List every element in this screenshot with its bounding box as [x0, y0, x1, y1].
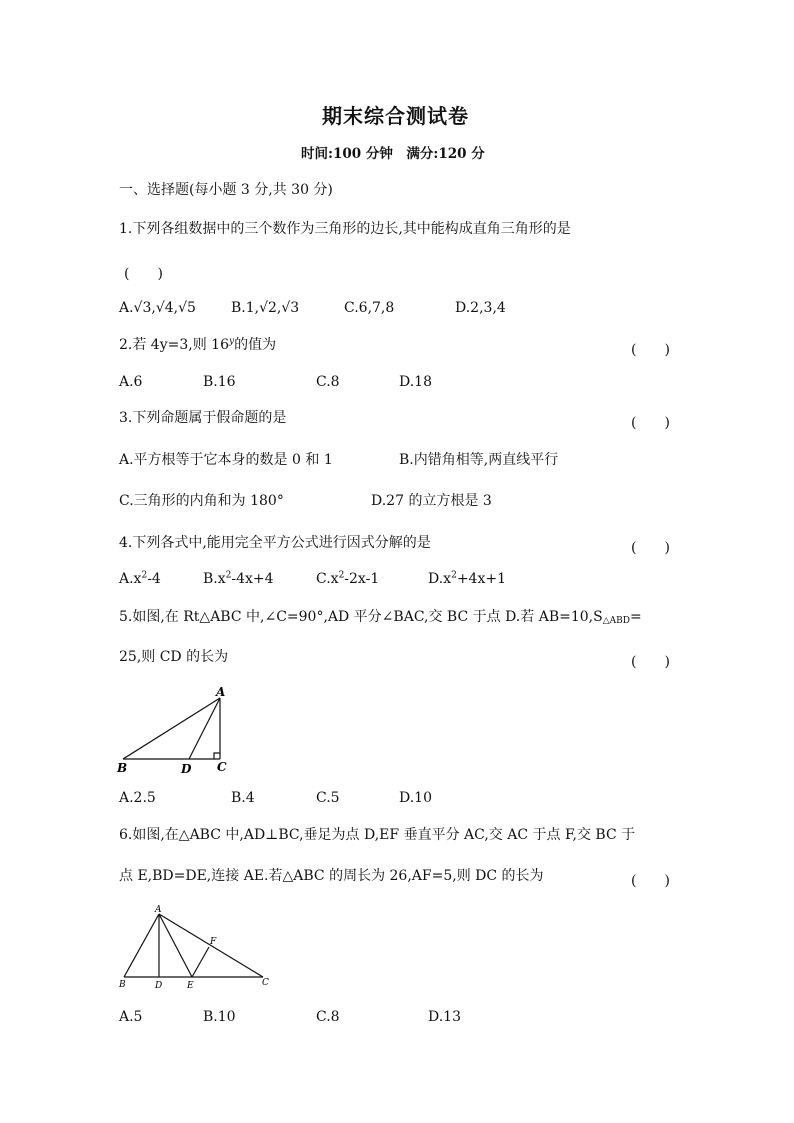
question-4-answer-paren: ( )	[631, 540, 670, 556]
question-5-option-a: A.2.5	[119, 790, 156, 806]
question-5-option-b: B.4	[231, 790, 255, 806]
question-3-answer-paren: ( )	[631, 415, 670, 431]
page-subtitle: 时间:100 分钟 满分:120 分	[301, 146, 485, 162]
question-3-stem: 3.下列命题属于假命题的是	[119, 410, 287, 426]
q5-label-a: A	[216, 685, 226, 699]
question-6-option-c: C.8	[316, 1009, 340, 1025]
question-2-answer-paren: ( )	[631, 342, 670, 358]
question-4-option-b	[203, 570, 274, 588]
question-3-option-a: A.平方根等于它本身的数是 0 和 1	[119, 452, 333, 468]
question-2-stem-exponent: y	[228, 336, 235, 347]
question-5-answer-paren: ( )	[631, 654, 670, 670]
question-1-option-b: B.1,√2,√3	[231, 300, 300, 316]
q4-d-post: +4x+1	[456, 571, 506, 587]
q4-b-post: -4x+4	[231, 571, 274, 587]
q5-stem-sub: △ABD	[602, 616, 630, 626]
q4-a-sup: 2	[141, 570, 148, 581]
q6-label-c: C	[262, 978, 269, 988]
q4-c-sup: 2	[338, 570, 345, 581]
q4-d-pre: D.x	[428, 571, 452, 587]
q6-label-d: D	[155, 981, 163, 991]
question-3-option-c: C.三角形的内角和为 180°	[119, 493, 284, 509]
question-2-stem	[119, 336, 276, 354]
q4-d-sup: 2	[451, 570, 457, 581]
q6-label-f: F	[210, 937, 217, 947]
question-1-answer-paren: ( )	[124, 266, 163, 282]
question-2-stem-pre: 2.若 4y=3,则 16	[119, 337, 229, 353]
question-6-figure	[114, 904, 274, 994]
q4-a-pre: A.x	[119, 571, 142, 587]
question-6-answer-paren: ( )	[631, 873, 670, 889]
page-title: 期末综合测试卷	[322, 104, 469, 128]
question-4-option-a	[119, 570, 161, 588]
question-6-option-a: A.5	[119, 1009, 143, 1025]
question-5-stem-line2: 25,则 CD 的长为	[119, 649, 229, 665]
question-5-figure	[114, 682, 244, 782]
q5-right-angle-mark	[214, 753, 220, 759]
question-4-stem: 4.下列各式中,能用完全平方公式进行因式分解的是	[119, 535, 431, 551]
q4-c-pre: C.x	[316, 571, 339, 587]
q5-stem-pre: 5.如图,在 Rt△ABC 中,∠C=90°,AD 平分∠BAC,交 BC 于点 D.若 AB=10,S	[119, 609, 603, 625]
question-2-option-b: B.16	[203, 374, 236, 390]
q5-label-d: D	[181, 762, 192, 776]
question-6-stem-line1: 6.如图,在△ABC 中,AD⊥BC,垂足为点 D,EF 垂直平分 AC,交 AC 于点 F,交 BC 于	[119, 827, 636, 843]
q4-b-pre: B.x	[203, 571, 226, 587]
question-5-option-c: C.5	[316, 790, 340, 806]
question-4-option-c	[316, 570, 379, 588]
question-2-stem-post: 的值为	[234, 337, 277, 353]
q6-label-a: A	[155, 905, 162, 915]
question-2-option-c: C.8	[316, 374, 340, 390]
q5-segment-ab	[123, 698, 220, 759]
question-3-option-d: D.27 的立方根是 3	[371, 493, 492, 509]
question-1-option-c: C.6,7,8	[344, 300, 395, 316]
q5-label-c: C	[217, 760, 227, 774]
section-heading: 一、选择题(每小题 3 分,共 30 分)	[119, 182, 333, 198]
question-2-option-d: D.18	[399, 374, 432, 390]
q4-a-post: -4	[147, 571, 161, 587]
question-6-option-b: B.10	[203, 1009, 236, 1025]
q5-stem-post: =	[629, 609, 642, 625]
question-6-option-d: D.13	[428, 1009, 461, 1025]
question-5-stem-line1	[119, 608, 642, 630]
question-1-option-a: A.√3,√4,√5	[119, 300, 196, 316]
question-4-option-d	[428, 570, 506, 588]
question-1-stem: 1.下列各组数据中的三个数作为三角形的边长,其中能构成直角三角形的是	[119, 221, 571, 237]
q6-segment-ab	[124, 914, 159, 977]
q4-c-post: -2x-1	[344, 571, 380, 587]
q5-label-b: B	[117, 761, 128, 775]
question-2-option-a: A.6	[119, 374, 143, 390]
q4-b-sup: 2	[225, 570, 232, 581]
question-5-option-d: D.10	[399, 790, 432, 806]
q6-label-b: B	[119, 980, 126, 990]
q6-label-e: E	[187, 981, 194, 991]
question-1-option-d: D.2,3,4	[455, 300, 506, 316]
question-3-option-b: B.内错角相等,两直线平行	[399, 452, 559, 468]
q6-segment-ef	[192, 947, 209, 977]
question-6-stem-line2: 点 E,BD=DE,连接 AE.若△ABC 的周长为 26,AF=5,则 DC 的长为	[119, 868, 544, 884]
